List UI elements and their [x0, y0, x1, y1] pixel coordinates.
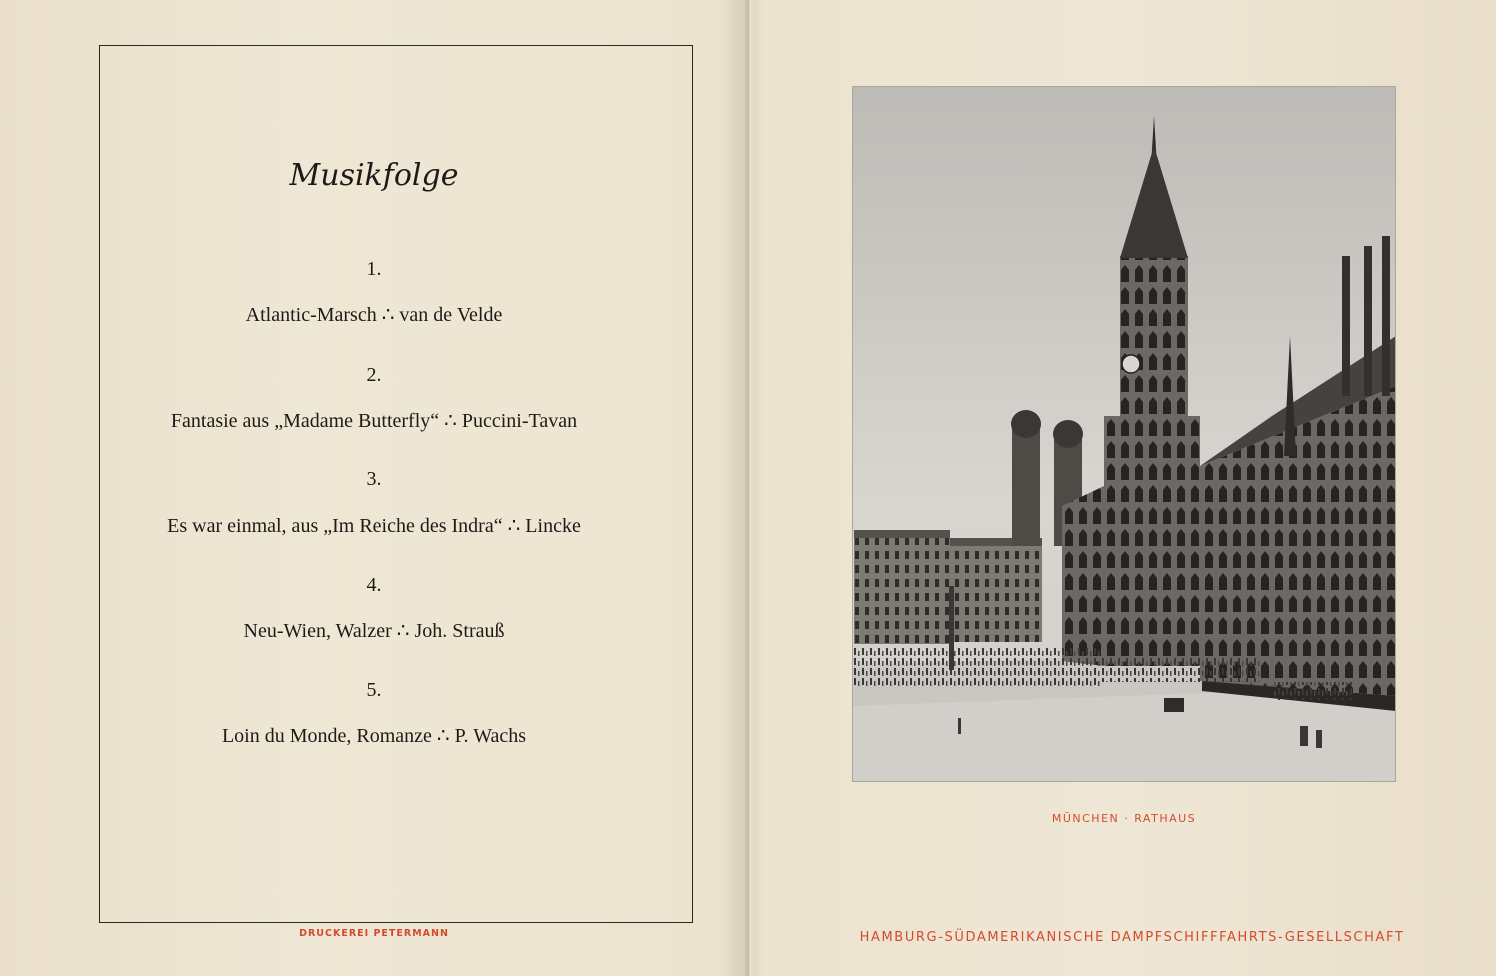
entry-number: 1.	[366, 258, 382, 280]
entry-text: Es war einmal, aus „Im Reiche des Indra“ ∴ Lincke	[167, 515, 581, 537]
right-page	[752, 0, 1496, 976]
entry-number: 2.	[366, 364, 382, 386]
illustration-caption: MÜNCHEN · RATHAUS	[1051, 812, 1197, 825]
company-name: HAMBURG-SÜDAMERIKANISCHE DAMPFSCHIFFFAHRTS-GESELLSCHAFT	[859, 930, 1405, 945]
entry-text: Atlantic-Marsch ∴ van de Velde	[245, 304, 503, 326]
entry-text: Neu-Wien, Walzer ∴ Joh. Strauß	[243, 620, 505, 642]
munich-town-hall-illustration	[852, 86, 1396, 782]
page-title: Musikfolge	[289, 158, 459, 193]
entry-number: 3.	[366, 468, 382, 490]
entry-text: Loin du Monde, Romanze ∴ P. Wachs	[221, 725, 527, 747]
entry-text: Fantasie aus „Madame Butterfly“ ∴ Puccini-Tavan	[170, 410, 578, 432]
printer-credit: DRUCKEREI PETERMANN	[299, 928, 449, 939]
entry-number: 4.	[366, 574, 382, 596]
entry-number: 5.	[366, 679, 382, 701]
